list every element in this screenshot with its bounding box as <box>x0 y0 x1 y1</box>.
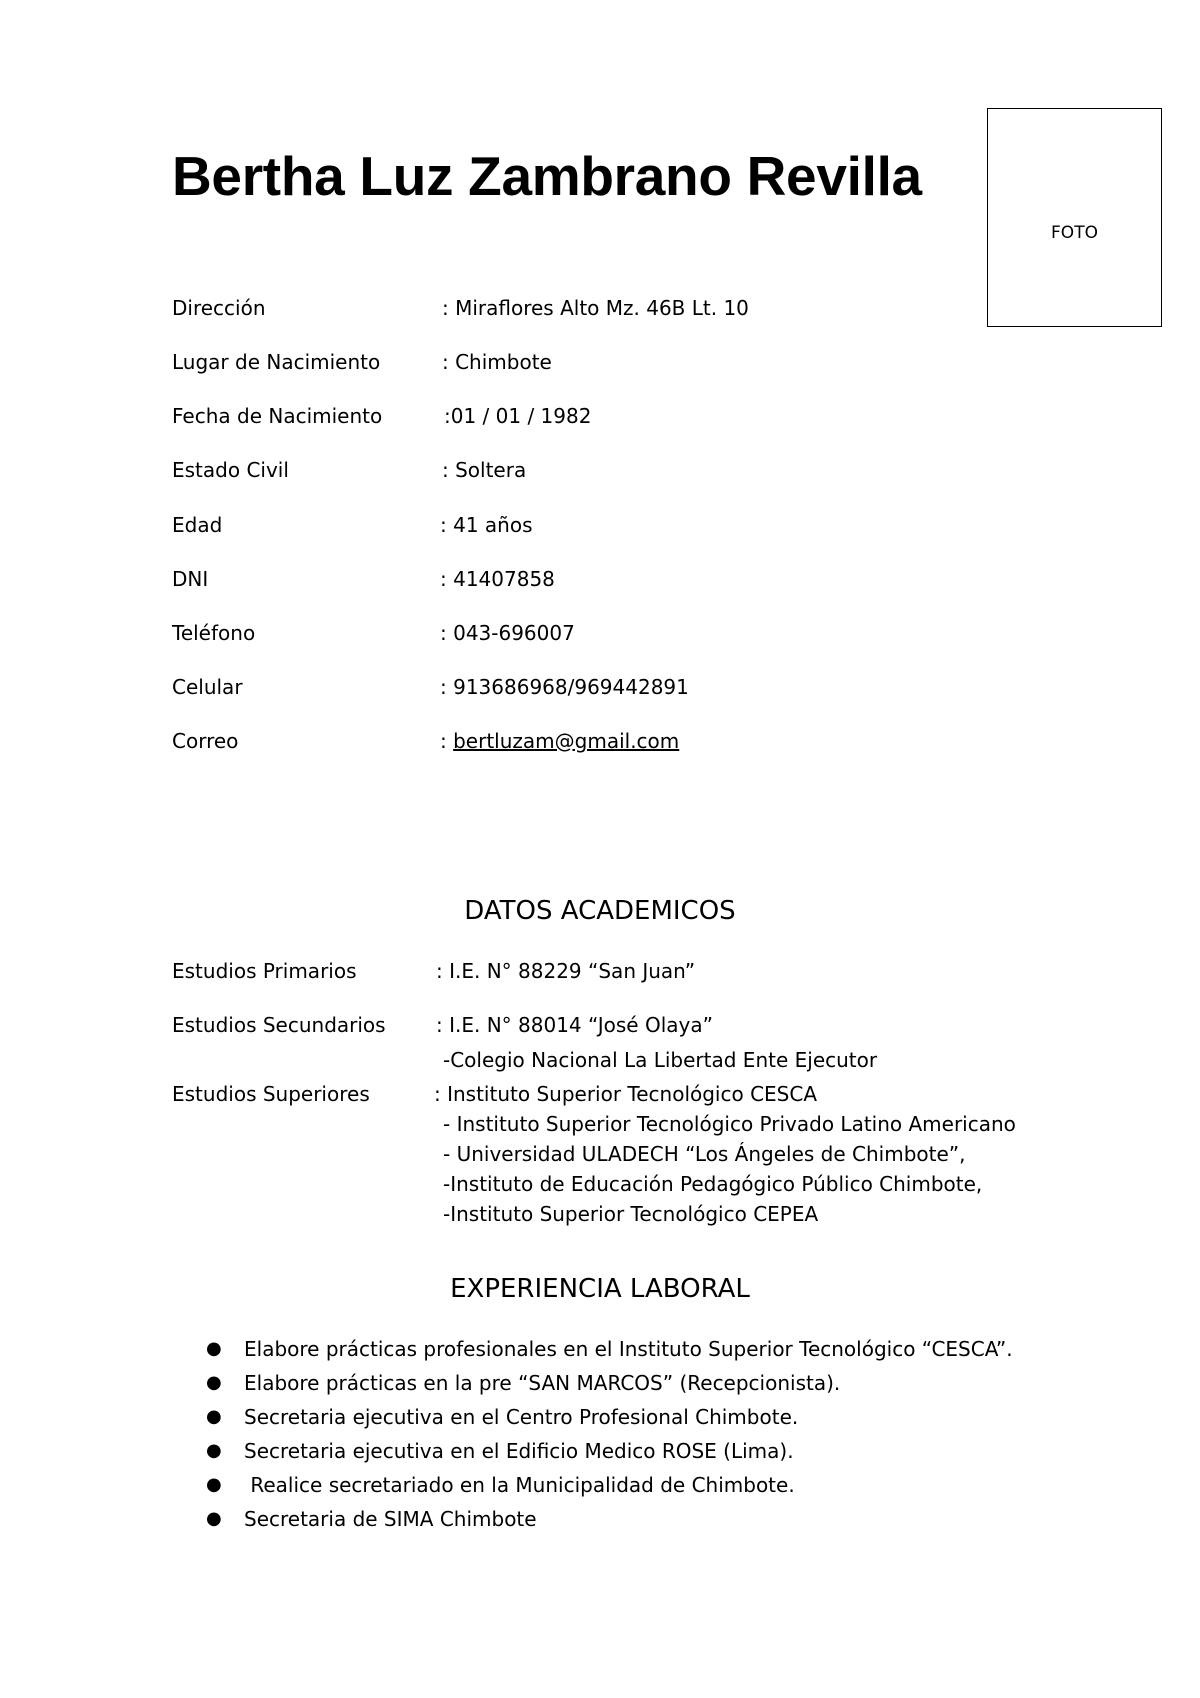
academic-value: : I.E. N° 88229 “San Juan” <box>436 959 696 983</box>
info-value: :01 / 01 / 1982 <box>444 404 592 428</box>
experience-text: Secretaria ejecutiva en el Centro Profesional Chimbote. <box>244 1405 799 1429</box>
bullet-icon: ● <box>206 1338 222 1359</box>
photo-label: FOTO <box>1051 223 1098 243</box>
email-prefix: : <box>440 729 454 753</box>
academic-superior-extra: -Instituto de Educación Pedagógico Público Chimbote, <box>443 1172 983 1196</box>
academic-superior-extra: - Instituto Superior Tecnológico Privado Latino Americano <box>443 1112 1016 1136</box>
bullet-icon: ● <box>206 1406 222 1427</box>
academic-label: Estudios Superiores <box>172 1082 370 1106</box>
info-value: : Miraflores Alto Mz. 46B Lt. 10 <box>442 296 749 320</box>
experience-text: Realice secretariado en la Municipalidad de Chimbote. <box>244 1473 795 1497</box>
info-label: Dirección <box>172 296 266 320</box>
info-value: : Chimbote <box>442 350 552 374</box>
info-label: Lugar de Nacimiento <box>172 350 381 374</box>
academic-superior-extra: -Instituto Superior Tecnológico CEPEA <box>443 1202 819 1226</box>
info-label: Teléfono <box>172 621 256 645</box>
info-value: : Soltera <box>442 458 527 482</box>
info-label: Edad <box>172 513 223 537</box>
bullet-icon: ● <box>206 1508 222 1529</box>
academic-superior-extra: - Universidad ULADECH “Los Ángeles de Chimbote”, <box>443 1142 966 1166</box>
academic-label: Estudios Secundarios <box>172 1013 386 1037</box>
info-label: Correo <box>172 729 239 753</box>
bullet-icon: ● <box>206 1372 222 1393</box>
info-value: : 41407858 <box>440 567 555 591</box>
info-value: : 043-696007 <box>440 621 575 645</box>
academic-secondary-extra: -Colegio Nacional La Libertad Ente Ejecutor <box>443 1048 878 1072</box>
info-value <box>440 726 679 756</box>
info-value: : 41 años <box>440 513 533 537</box>
academic-value: : Instituto Superior Tecnológico CESCA <box>434 1082 818 1106</box>
candidate-name: Bertha Luz Zambrano Revilla <box>172 145 922 207</box>
experience-text: Elabore prácticas profesionales en el Instituto Superior Tecnológico “CESCA”. <box>244 1337 1013 1361</box>
info-label: Fecha de Nacimiento <box>172 404 383 428</box>
info-label: DNI <box>172 567 209 591</box>
bullet-icon: ● <box>206 1440 222 1461</box>
section-title-academic: DATOS ACADEMICOS <box>464 896 736 926</box>
info-label: Estado Civil <box>172 458 289 482</box>
experience-text: Secretaria de SIMA Chimbote <box>244 1507 537 1531</box>
section-title-experience: EXPERIENCIA LABORAL <box>450 1274 750 1304</box>
academic-label: Estudios Primarios <box>172 959 357 983</box>
email-link[interactable]: bertluzam@gmail.com <box>453 729 680 753</box>
experience-text: Secretaria ejecutiva en el Edificio Medico ROSE (Lima). <box>244 1439 794 1463</box>
bullet-icon: ● <box>206 1474 222 1495</box>
photo-placeholder <box>987 108 1162 327</box>
academic-value: : I.E. N° 88014 “José Olaya” <box>436 1013 713 1037</box>
experience-text: Elabore prácticas en la pre “SAN MARCOS” (Recepcionista). <box>244 1371 841 1395</box>
info-label: Celular <box>172 675 243 699</box>
info-value: : 913686968/969442891 <box>440 675 689 699</box>
